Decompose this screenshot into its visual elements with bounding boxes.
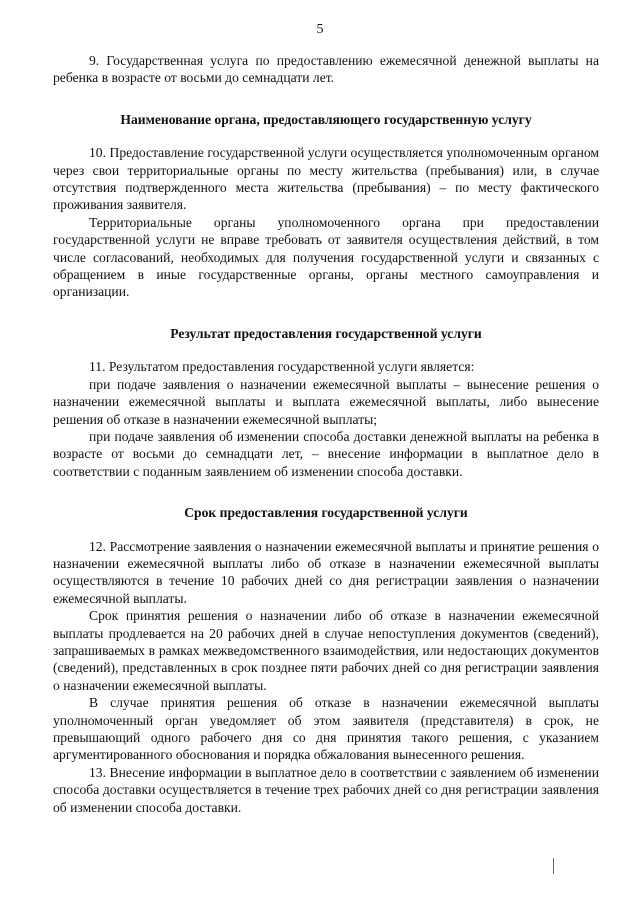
- page-number: 5: [316, 22, 324, 37]
- paragraph-12-refusal: В случае принятия решения об отказе в назначении ежемесячной выплаты уполномоченный орган уведомляет об этом заявителя (представителя) в срок, не превышающий одного рабочего дня со дня принятия такого решения, с указанием аргументированного обоснования и порядка обжалования вынесенного решения.: [53, 695, 599, 763]
- paragraph-12-extension: Срок принятия решения о назначении либо об отказе в назначении ежемесячной выплаты продлевается на 20 рабочих дней в случае непоступления документов (сведений), запрашиваемых в рамках межведомственного взаимодействия, или недостающих документов (сведений), представленных в срок позднее пяти рабочих дней со дня регистрации заявления о назначении ежемесячной выплаты.: [53, 608, 599, 693]
- scan-edge-mark: [553, 858, 554, 874]
- section-heading-authority: Наименование органа, предоставляющего государственную услугу: [120, 111, 532, 127]
- paragraph-12: 12. Рассмотрение заявления о назначении ежемесячной выплаты и принятие решения о назначении ежемесячной выплаты либо об отказе в назначении ежемесячной выплаты осуществляются в течение 10 рабочих дней со дня регистрации заявления о назначении ежемесячной выплаты.: [53, 538, 599, 606]
- document-body: [53, 52, 599, 816]
- paragraph-13: 13. Внесение информации в выплатное дело в соответствии с заявлением об изменении способа доставки осуществляется в течение трех рабочих дней со дня регистрации заявления об изменении способа доставки.: [53, 764, 599, 815]
- section-heading-result: Результат предоставления государственной услуги: [170, 325, 482, 341]
- paragraph-9: 9. Государственная услуга по предоставлению ежемесячной денежной выплаты на ребенка в возрасте от восьми до семнадцати лет.: [53, 53, 599, 86]
- paragraph-11: 11. Результатом предоставления государственной услуги является:: [89, 359, 475, 375]
- paragraph-11-delivery-change: при подаче заявления об изменении способа доставки денежной выплаты на ребенка в возрасте от восьми до семнадцати лет, – внесение информации в выплатное дело в соответствии с поданным заявлением об изменении способа доставки.: [53, 428, 599, 479]
- paragraph-10: 10. Предоставление государственной услуги осуществляется уполномоченным органом через свои территориальные органы по месту жительства (пребывания) или, в случае отсутствия подтвержденного места жительства (пребывания) – по месту фактического проживания заявителя.: [53, 145, 599, 213]
- paragraph-11-assignment: при подаче заявления о назначении ежемесячной выплаты – вынесение решения о назначении ежемесячной выплаты и выплата ежемесячной выплаты, либо вынесение решения об отказе в назначении ежемесячной выплаты;: [53, 376, 599, 427]
- paragraph-10-territorial: Территориальные органы уполномоченного органа при предоставлении государственной услуги не вправе требовать от заявителя осуществления действий, в том числе согласований, необходимых для получения государственной услуги и связанных с обращением в иные государственные органы, органы местного самоуправления и организации.: [53, 214, 599, 300]
- section-heading-term: Срок предоставления государственной услуги: [184, 505, 468, 521]
